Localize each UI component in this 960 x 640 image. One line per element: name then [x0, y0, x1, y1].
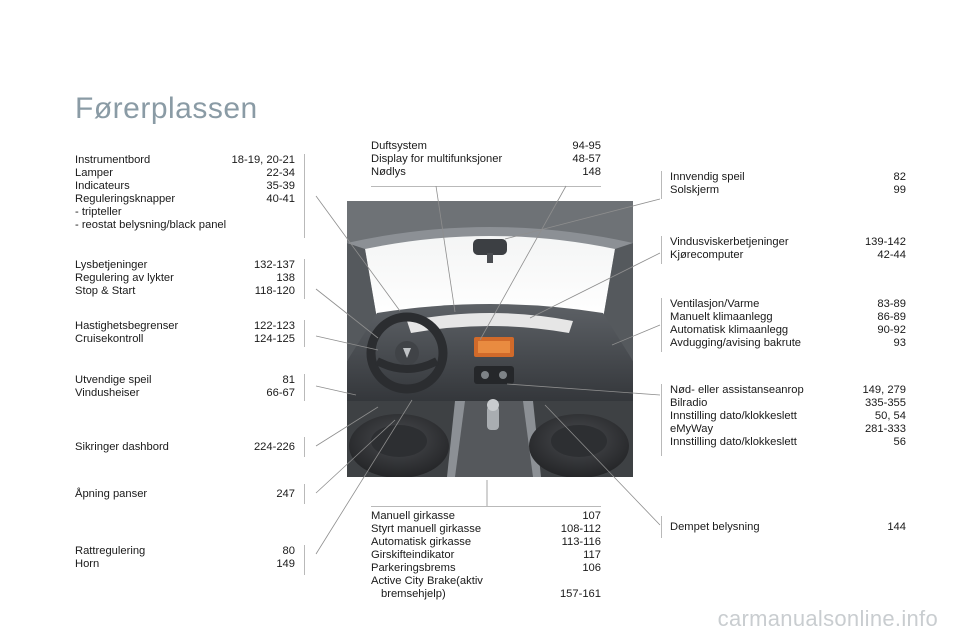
- index-row: Solskjerm 99: [670, 184, 906, 196]
- index-row: Indicateurs 35-39: [75, 180, 295, 192]
- page-title: Førerplassen: [75, 92, 258, 125]
- index-row: Lysbetjeninger 132-137: [75, 259, 295, 271]
- index-row: Innvendig speil 82: [670, 171, 906, 183]
- index-row: Stop & Start 118-120: [75, 285, 295, 297]
- block-bonnet: [75, 484, 305, 504]
- watermark: carmanualsonline.info: [717, 606, 938, 631]
- index-row: Bilradio 335-355: [670, 397, 906, 409]
- block-inner-mirror: [661, 171, 906, 199]
- rear-view-mirror: [473, 239, 507, 255]
- index-row: Sikringer dashbord 224-226: [75, 441, 295, 453]
- index-row: Dempet belysning 144: [670, 521, 906, 533]
- index-row: eMyWay 281-333: [670, 423, 906, 435]
- block-speed: [75, 320, 305, 347]
- block-bottom-center: [371, 510, 601, 601]
- index-row: Åpning panser 247: [75, 488, 295, 500]
- index-row: Reguleringsknapper 40-41: [75, 193, 295, 205]
- index-row: bremsehjelp) 157-161: [381, 588, 601, 600]
- index-row: Styrt manuell girkasse 108-112: [371, 523, 601, 535]
- index-row: Utvendige speil 81: [75, 374, 295, 386]
- index-row: Girskifteindikator 117: [371, 549, 601, 561]
- index-row: Manuelt klimaanlegg 86-89: [670, 311, 906, 323]
- index-row: Vindusheiser 66-67: [75, 387, 295, 399]
- index-row: Horn 149: [75, 558, 295, 570]
- block-emergency: [661, 384, 906, 456]
- index-row: Rattregulering 80: [75, 545, 295, 557]
- index-row: Ventilasjon/Varme 83-89: [670, 298, 906, 310]
- index-row: Instrumentbord 18-19, 20-21: [75, 154, 295, 166]
- index-row: Nød- eller assistanseanrop 149, 279: [670, 384, 906, 396]
- block-lights: [75, 259, 305, 299]
- divider-bottom-center: [371, 506, 601, 507]
- block-wipers: [661, 236, 906, 264]
- block-mirrors: [75, 374, 305, 401]
- index-row: Innstilling dato/klokkeslett 56: [670, 436, 906, 448]
- dashboard-illustration: [347, 201, 633, 477]
- index-row: Active City Brake(aktiv: [371, 575, 483, 587]
- index-row: Nødlys 148: [371, 166, 601, 178]
- radio-panel: [474, 366, 514, 384]
- index-row: - tripteller: [75, 206, 122, 218]
- index-row: Innstilling dato/klokkeslett 50, 54: [670, 410, 906, 422]
- index-row: Hastighetsbegrenser 122-123: [75, 320, 295, 332]
- block-top-center: [371, 140, 601, 179]
- index-row: Display for multifunksjoner 48-57: [371, 153, 601, 165]
- index-row: Automatisk girkasse 113-116: [371, 536, 601, 548]
- index-row: Lamper 22-34: [75, 167, 295, 179]
- block-instruments: [75, 154, 305, 238]
- index-row: Manuell girkasse 107: [371, 510, 601, 522]
- index-row: Cruisekontroll 124-125: [75, 333, 295, 345]
- block-fuses: [75, 437, 305, 457]
- block-climate: [661, 298, 906, 352]
- index-row: Regulering av lykter 138: [75, 272, 295, 284]
- index-row: Kjørecomputer 42-44: [670, 249, 906, 261]
- divider-top-center: [371, 186, 601, 187]
- block-steering: [75, 545, 305, 575]
- index-row: Parkeringsbrems 106: [371, 562, 601, 574]
- index-row: Vindusviskerbetjeninger 139-142: [670, 236, 906, 248]
- index-row: Duftsystem 94-95: [371, 140, 601, 152]
- index-row: Avdugging/avising bakrute 93: [670, 337, 906, 349]
- block-mood-light: [661, 516, 906, 538]
- index-row: Automatisk klimaanlegg 90-92: [670, 324, 906, 336]
- index-row: - reostat belysning/black panel: [75, 219, 227, 231]
